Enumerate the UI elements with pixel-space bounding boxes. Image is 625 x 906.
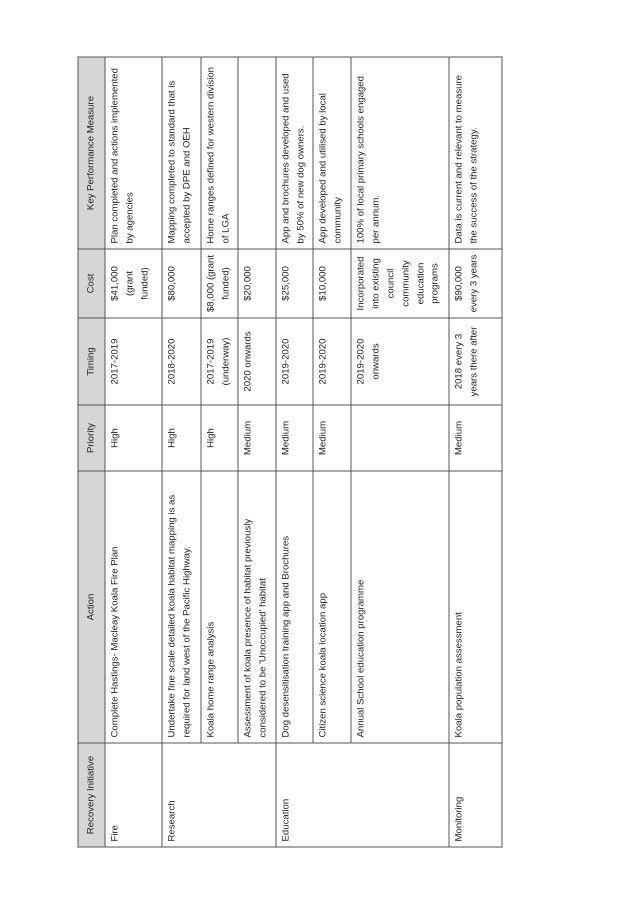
priority-cell: Medium [313,405,351,471]
priority-cell: High [201,405,239,471]
timing-cell: 2018-2020 [162,318,201,405]
priority-cell: High [105,405,162,471]
action-cell: Assessment of koala presence of habitat previously considered to be 'Unoccupied' habitat [238,471,275,743]
cost-cell: $25,000 [276,249,314,318]
kpm-cell: App developed and utilised by local community [313,57,351,249]
table-row [313,57,351,847]
koala-recovery-table [78,56,503,847]
header-recovery-initiative: Recovery Initiative [78,743,105,847]
timing-cell: 2019-2020 [313,318,351,405]
action-cell: Koala population assessment [449,471,502,743]
header-priority: Priority [78,405,105,471]
kpm-cell: Home ranges defined for western division of LGA [201,57,239,249]
cost-cell: $8,000 (grant funded) [201,249,239,318]
initiative-cell: Monitoring [449,743,502,847]
timing-cell: 2020 onwards [238,318,275,405]
header-action: Action [78,471,105,743]
header-cost: Cost [78,249,105,318]
action-cell: Complete Hastings- Macleay Koala Fire Plan [105,471,162,743]
header-timing: Timing [78,318,105,405]
timing-cell: 2017-2019 [105,318,162,405]
action-cell: Undertake fine scale detailed koala habitat mapping is as required for land west of the Pacific Highway. [162,471,201,743]
priority-cell: Medium [276,405,314,471]
action-cell: Dog desensitisation training app and Brochures [276,471,314,743]
kpm-cell: 100% of local primary schools engaged per annum. [351,57,449,249]
cost-cell: $80,000 [162,249,201,318]
priority-cell: Medium [238,405,275,471]
table-row [449,57,502,847]
priority-cell [351,405,449,471]
cost-cell: $90,000 every 3 years [449,249,502,318]
table-row [238,57,275,847]
cost-cell: Incorporated into existing council community education programs [351,249,449,318]
timing-cell: 2019-2020 [276,318,314,405]
table-row [201,57,239,847]
initiative-cell: Education [276,743,449,847]
header-key-performance-measure: Key Performance Measure [78,57,105,249]
action-cell: Koala home range analysis [201,471,239,743]
kpm-cell [238,57,275,249]
cost-cell: $10,000 [313,249,351,318]
rotated-table-container [78,57,503,847]
cost-cell: $41,000 (grant funded) [105,249,162,318]
table-row [276,57,314,847]
kpm-cell: App and brochures developed and used by 50% of new dog owners. [276,57,314,249]
initiative-cell: Fire [105,743,162,847]
table-header-row [78,57,105,847]
action-cell: Annual School education programme [351,471,449,743]
priority-cell: Medium [449,405,502,471]
initiative-cell: Research [162,743,276,847]
table-row [162,57,201,847]
priority-cell: High [162,405,201,471]
kpm-cell: Plan completed and actions implemented by agencies [105,57,162,249]
timing-cell: 2019-2020 onwards [351,318,449,405]
timing-cell: 2018 every 3 years there after [449,318,502,405]
action-cell: Citizen science koala location app [313,471,351,743]
cost-cell: $20,000 [238,249,275,318]
timing-cell: 2017-2019 (underway) [201,318,239,405]
kpm-cell: Data is current and relevant to measure the success of the strategy. [449,57,502,249]
table-row [351,57,449,847]
table-row [105,57,162,847]
kpm-cell: Mapping completed to standard that is accepted by DPE and OEH [162,57,201,249]
